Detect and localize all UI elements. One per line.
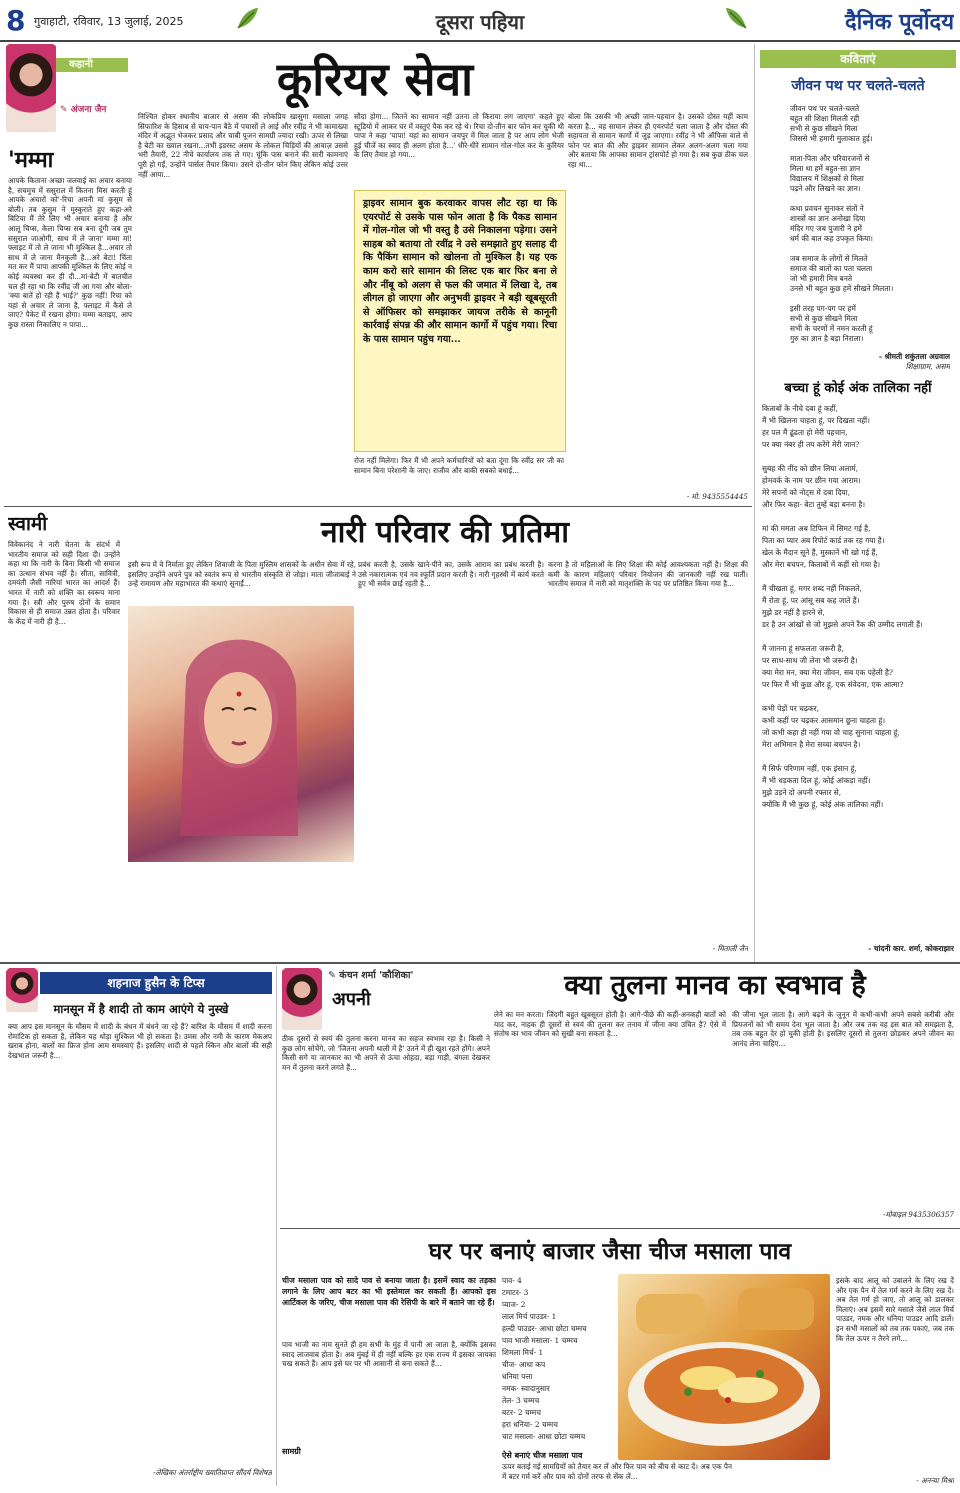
ingredients-list	[502, 1276, 614, 1448]
story-title: कूरियर सेवा	[276, 52, 474, 106]
text-line: जिससे भी हमारी मुलाकात हुई।	[790, 134, 873, 143]
text-line: और फिर कहा- बेटा तुम्हें बड़ा बनना है।	[762, 500, 866, 509]
text-line	[762, 632, 954, 644]
text-line: सभी से कुछ सीखने मिला	[790, 124, 858, 133]
pen-icon: ✎	[328, 970, 340, 981]
text-line: मुझे डर नहीं है हारने से,	[762, 608, 825, 617]
poem1-title: जीवन पथ पर चलते-चलते	[791, 78, 925, 94]
story-column-2: निश्चित होकर स्थानीय बाजार से असम की लोकप्रिय खासुगा मसाला जगह सिफारिश के हिसाब से चाय-पान बैठे में पचासों ले आई और रवींद्र ने भी कामाख्या मंदिर में अद्भुत भेजकर प्रसाद और चाबी पूजन सामग्री ज्यादा रखी। ऊपर से लिखा है बेटी का ख्याल रखना...तभी इडरस्ट असम के लोकल चिड़ियों की आवाज़ उससे भरी तैयारी, 22 नीचे कार्यालय तक ले गए। चूंकि पास बनाने की सारी कामनाएं पूरी हो गईं, उन्होंने पार्सल तैयार किया। उसने दो-तीन फोन किए लेकिन कोई उत्तर नहीं आया...	[138, 112, 348, 179]
text-line	[790, 294, 950, 304]
leaf-icon	[234, 4, 262, 32]
text-line	[762, 692, 954, 704]
poems-band: कविताएं	[760, 50, 956, 68]
recipe-intro: चीज मसाला पाव को सादे पाव से बनाया जाता है। इसमें स्वाद का तड़का लगाने के लिए आप बटर का भी इस्तेमाल कर सकती हैं। आपको इस आर्टिकल के जरिए, चीज मसाला पाव की रेसिपी के बारे में बताने जा रहे हैं।	[282, 1276, 496, 1307]
poem1-byline: - श्रीमती शकुंतला अग्रवाल	[878, 352, 950, 361]
author-photo	[6, 44, 56, 132]
story-column-1: आपके किताना अच्छा जलवाई का अचार बनाया है, सचमुच में ससुराल में कितना मिस करती हूं आपके अचारों को'-रिचा अपनी मां कुसुम से बोली। तब कुसुम ने मुस्कुराते हुए कहा-अरे बिटिया मैं तेरे लिए भी अचार बनाया है और आलू चिप्स, केला चिप्स सब बना दूंगी जब तुम ससुराल जाओगी, साथ में ले जाना' मम्मा मां! फ्लाइट में तो ले जाना भी मुश्किल है...अचार तो साथ में ले जाना मैनकुली है...अरे बेटा! चिंता मत कर मैं पापा आपकी मुश्किल के लिए कोई न कोई व्यवस्था कर ही दी...मां-बेटी में बातचीत चल ही रहा था कि रवींद्र जी आ गया और बोला-'क्या बातें हो रही हैं भाई?' कुछ नहीं! रिचा को यहां से अचार ले जाना है, फ्लाइट में कैसे ले जाए? पैकेट में रखना होगा। मम्मा बताइए, आप कुछ रास्ता निकालिए न पापा...	[8, 176, 132, 329]
text-line: टमाटर- 3	[502, 1288, 529, 1297]
text-line: बहुत सी शिक्षा मिलती रही	[790, 114, 860, 123]
text-line: किताबों के नीचे दबा हूं कहीं,	[762, 404, 838, 413]
section-divider	[4, 506, 752, 507]
text-line: हरा धनिया- 2 चम्मच	[502, 1420, 558, 1429]
page-number: 8	[6, 4, 26, 37]
text-line: जो कभी कहा ही नहीं गया वो चाह सुनाना चाहता हूं,	[762, 728, 900, 737]
text-line	[762, 452, 954, 464]
text-line: पर फिर मैं भी कुछ और हूं, एक संवेदना, एक आत्मा?	[762, 680, 904, 689]
text-line: पाव भाजी मसाला- 1 चम्मच	[502, 1336, 578, 1345]
method-head: ऐसे बनाएं चीज मसाला पाव	[502, 1450, 583, 1460]
text-line: कभी कहीं पर चढ़कर आसमान छूना चाहता हूं।	[762, 716, 886, 725]
text-line: मैं सिर्फ परिणाम नहीं, एक इंसान हूं,	[762, 764, 857, 773]
text-line: धर्म की बात कह उपकृत किया।	[790, 234, 873, 243]
text-line: मैं जानना हूं सफलता जरूरी है,	[762, 644, 844, 653]
brand-name: दैनिक पूर्वोदय	[844, 9, 954, 35]
pav-photo	[618, 1274, 830, 1460]
author-name-text: अंजना जैन	[70, 105, 107, 114]
story2-column-4: करना है तो महिलाओं के लिए शिक्षा की कोई आवश्यकता नहीं है। शिक्षा की कमी के कारण महिलाएं परिवार नियोजन की जानकारी नहीं रख पातीं। भारतीय समाज में नारी को मातृशक्ति के पद पर प्रतिष्ठित किया गया है...	[548, 560, 748, 589]
tips-title: मानसून में है शादी तो काम आएंगे ये नुस्खे	[53, 1002, 229, 1016]
dateline: गुवाहाटी, रविवार, 13 जुलाई, 2025	[34, 15, 184, 28]
woman-illustration	[128, 606, 354, 862]
text-line	[762, 512, 954, 524]
tips-band: शहनाज हुसैन के टिप्स	[40, 972, 272, 994]
text-line: मां की ममता अब टिफिन में सिमट गई है,	[762, 524, 871, 533]
apni-column-2: लेने का मन करता। जिंदगी बहुत खूबसूरत होती है। आगे-पीछे की कहीं-अनकही बातों को याद कर, नाहक ही दूसरों से स्वयं की तुलना कर तनाव में जीना क्या उचित है? ऐसे में संतोष का भाव जीवन को सुखी बना सकता है...	[494, 1010, 726, 1039]
poem2-body	[762, 404, 954, 944]
apni-author-photo	[282, 968, 322, 1030]
text-line: मैं रोता हूं, पर आंसू सब कह जाते हैं।	[762, 596, 860, 605]
apni-author-text: कंचन शर्मा 'कौशिका'	[339, 970, 414, 981]
lead-word: 'मम्मा	[8, 148, 54, 173]
text-line: प्याज- 2	[502, 1300, 526, 1309]
poem1-body	[790, 104, 950, 348]
text-line	[790, 144, 950, 154]
text-line: कथा प्रवचन सुनाकर संतों ने	[790, 204, 864, 213]
text-line: सभी के चरणों में नमन करती हूं	[790, 324, 873, 333]
story-column-1-top	[64, 146, 134, 176]
section-title: दूसरा पहिया	[435, 10, 525, 34]
text-line: मेरा अभिमान है मेरा सच्चा बचपन है।	[762, 740, 861, 749]
text-line: गुरु का ज्ञान है बड़ा निराला।	[790, 334, 864, 343]
story2-column-1-top	[64, 510, 122, 540]
text-line: हर पल मैं ढूंढता हो मेरी पहचान,	[762, 428, 848, 437]
recipe-title: घर पर बनाएं बाजार जैसा चीज मसाला पाव	[428, 1238, 792, 1265]
text-line: तेल- 3 चम्मच	[502, 1396, 540, 1405]
tips-body: क्या आप इस मानसून के मौसम में शादी के बंधन में बंधने जा रहे हैं? बारिश के मौसम में शादी करना रोमांटिक हो सकता है, लेकिन यह थोड़ा मुश्किल भी हो सकता है। उमस और नमी के कारण मेकअप खराब होना, बालों का फ्रिज होना आम समस्याएं हैं। इसलिए शादी से पहले स्किन और बालों की सही देखभाल जरूरी है...	[8, 1022, 272, 1060]
text-line: क्योंकि मैं भी कुछ हूं, कोई अंक तालिका नहीं।	[762, 800, 884, 809]
apni-author	[328, 968, 478, 982]
text-line	[790, 194, 950, 204]
story-tag: कहानी	[34, 58, 128, 72]
story-highlight-box: ड्राइवर सामान बुक करवाकर वापस लौट रहा था कि एयरपोर्ट से उसके पास फोन आता है कि पैकड सामान में गोल-गोल जो भी वस्तु है उसे निकालना पड़ेगा। उसने साहब को बताया तो रवींद्र ने उसे समझाते हुए सलाह दी कि पैकिंग सामान को खोलना तो मुश्किल है। यह एक काम करो सारे सामान की लिस्ट एक बार फिर बना ले और नींबू को अलग से फल की जमात में लिखा दे, तब लीगल हो जाएगा और अनुभवी ड्राइवर ने बड़ी खूबसूरती से ऑफिसर को समझाकर जायज तरीके से कानूनी कार्रवाई संपन्न की और सामान कार्गो में पहुंच गया। रिचा के पास सामान पहुंच गया...	[354, 190, 566, 452]
text-line: उनसे भी बहुत कुछ हमें सीखने मिलता।	[790, 284, 894, 293]
text-line: धनिया पत्ता	[502, 1372, 533, 1381]
recipe-body: पाव भाजी का नाम सुनते ही हम सभी के मुंह में पानी आ जाता है, क्योंकि इसका स्वाद लाजवाब होता है। अब मुंबई में ही नहीं बल्कि हर एक राज्य में इसका जायका चख सकते हैं। आप इसे घर पर भी आसानी से बना सकते हैं...	[282, 1340, 496, 1369]
text-line: जीवन पथ पर चलते-चलते	[790, 104, 860, 113]
story2-column-2-top: इसी रूप में वे निर्माता हुए लेकिन शिवाजी के पिता मुस्लिम शासकों के अधीन सेवा में रहे, इसलिए उन्होंने अपने पुत्र को स्वतंत्र रूप से भारतीय संस्कृति से जोड़ा। माता जीजाबाई ने उन्हें रामायण और महाभारत की कथाएं सुनाईं...	[128, 560, 356, 589]
poem2-title: बच्चा हूं कोई अंक तालिका नहीं	[784, 381, 932, 396]
poem-column-divider	[754, 44, 755, 962]
section-divider-2	[0, 962, 960, 964]
tips-byline: -लेखिका अंतर्राष्ट्रीय ख्यातिप्राप्त सौंदर्य विशेषज्ञ	[153, 1468, 272, 1477]
story2-column-1: विवेकानंद ने नारी चेतना के संदर्भ में भारतीय समाज को सही दिशा दी। उन्होंने कहा था कि नारी के बिना किसी भी समाज का उत्थान संभव नहीं है। सीता, सावित्री, दमयंती जैसी नारियां भारत का आदर्श हैं। भारत में नारी को शक्ति का स्वरूप माना गया है। स्त्री और पुरुष दोनों के समान विकास से ही समाज उन्नत होता है। परिवार के केंद्र में नारी ही है...	[8, 540, 120, 626]
text-line: पाव- 4	[502, 1276, 522, 1285]
text-line: मिला था हमें बहुत-सा ज्ञान	[790, 164, 861, 173]
recipe-column-3: इसके बाद आलू को उबालने के लिए रख दें और एक पैन में तेल गर्म करने के लिए रख दें। अब तेल गर्म हो जाए, तो आलू को डालकर मिलाएं। अब इसमें सारे मसाले जैसे लाल मिर्च पाउडर, नमक और धनिया पाउडर आदि डालें। इन सभी मसालों को तब तक पकाएं, जब तक कि तेल ऊपर न तैरने लगे...	[836, 1276, 954, 1343]
text-line: शास्त्रों का ज्ञान अनोखा दिया	[790, 214, 866, 223]
text-line: चीज- आधा कप	[502, 1360, 546, 1369]
text-line: खेल के मैदान सूने हैं, मुस्कानें भी खो गई हैं,	[762, 548, 878, 557]
apni-column-3: की जीना भूल जाता है। आगे बढ़ने के जुनून में कभी-कभी अपने सबसे करीबी और प्रियजनों को भी समय देना भूल जाता है। और जब तक वह इस बात को समझता है, तब तक बहुत देर हो चुकी होती है। इसलिए दूसरों से तुलना छोड़कर अपने जीवन का आनंद लेना चाहिए...	[732, 1010, 954, 1048]
recipe-byline: - अनन्या मिश्रा	[916, 1476, 954, 1485]
apni-title: क्या तुलना मानव का स्वभाव है	[564, 970, 866, 1001]
text-line: क्या मेरा मन, क्या मेरा जीवन, सब एक पहेली है?	[762, 668, 893, 677]
text-line: जो भी हमारी मित्र बनते	[790, 274, 853, 283]
story2-byline: - मिताली जैन	[712, 944, 748, 953]
text-line: मुझे उड़ने दो अपनी रफ्तार से,	[762, 788, 842, 797]
header-divider	[0, 40, 960, 42]
text-line: समाज की बातों का पता चलता	[790, 264, 873, 273]
text-line	[762, 572, 954, 584]
text-line: पढ़ने और लिखने का ज्ञान।	[790, 184, 861, 193]
story-column-4: बोला कि उसकी भी अच्छी जान-पहचान है। उसको दोस्त यहीं काम करता है... वह सामान लेकर ही एयरपोर्ट चला जाता है और दोस्त की सहायता से सामान कार्गो में जुड़ जाएगा। रवींद्र ने भी ऑफिस वाले से फोन पर बात की और ड्राइवर सामान लेकर अलग-अलग चला गया और बताया कि आपका सामान ट्रांसपोर्ट हो गया है। सब कुछ ठीक चल रहा था...	[568, 112, 748, 169]
text-line: हल्दी पाउडर- आधा छोटा चम्मच	[502, 1324, 587, 1333]
story-byline: - मो. 9435554445	[686, 492, 748, 501]
text-line: मैं चीखता हूं, मगर शब्द नहीं निकलते,	[762, 584, 862, 593]
story2-column-2	[128, 866, 354, 958]
apni-tag: अपनी	[332, 989, 371, 1010]
text-line: लाल मिर्च पाउडर- 1	[502, 1312, 557, 1321]
text-line: पिता का प्यार अब रिपोर्ट कार्ड तक रह गया है।	[762, 536, 885, 545]
text-line: इसी तरह पग-पग पर हमें	[790, 304, 856, 313]
text-line: पर साथ-साथ जी लेना भी जरूरी है।	[762, 656, 858, 665]
story2-tag: स्वामी	[8, 513, 48, 535]
text-line: नमक- स्वादानुसार	[502, 1384, 550, 1393]
text-line: चाट मसाला- आधा छोटा चम्मच	[502, 1432, 586, 1441]
story2-title: नारी परिवार की प्रतिमा	[320, 515, 570, 550]
story-column-3-bottom: रोज नहीं मिलेगा। फिर मैं भी अपने कर्मचारियों को बता दूंगा कि रवींद्र सर जी का सामान बिना परेशानी के जाए। राजीव और बाकी सबको बधाई...	[354, 456, 564, 475]
poem2-byline: - चांदनी कार. शर्मा, कोकराझार	[868, 944, 954, 953]
author-name	[60, 102, 128, 114]
apni-byline: -मोबाइल 9435306357	[883, 1210, 954, 1219]
story2-column-3: प्रबंध करती है, उसके खाने-पीने का, उसके आराम का प्रबंध करती है। उसे नकारात्मक एवं नव स्फूर्ति प्रदान करती है। नारी गृहस्थी में कार्य करते हुए भी सर्वत्र छाई रहती है...	[358, 560, 544, 589]
text-line: बटर- 2 चम्मच	[502, 1408, 541, 1417]
tips-column-divider	[276, 966, 277, 1486]
text-line: डर है उन आंखों से जो मुझसे अपने रैंक की उम्मीद लगाती हैं।	[762, 620, 923, 629]
ingredients-head: सामग्री	[282, 1446, 301, 1456]
text-line: मंदिर गए जब पुजारी ने हमें	[790, 224, 862, 233]
text-line: शिमला मिर्च- 1	[502, 1348, 544, 1357]
story-column-3: सौदा होगा... जितने का सामान नहीं उतना तो किराया लग जाएगा' कहते हुए स्टूडियो में आकर घर में वस्तुएं पैक कर रहे थे। रिचा दो-तीन बार फोन कर चुकी थी पापा ने कहा 'पापा! यहां का सामान जयपुर में मिल जाता है पर आप लोग भेजी हुई चीजें का स्वाद ही अलग होता है...' धीरे-धीरे सामान गोल-गोल कर के कुरियर के लिए तैयार हो गया...	[354, 112, 564, 160]
poem1-place: शिक्षाग्राम, असम	[905, 362, 950, 371]
pen-icon: ✎	[60, 105, 71, 114]
section-divider-3	[280, 1228, 960, 1229]
text-line: और मेरा बचपन, किताबों में कहीं सो गया है।	[762, 560, 881, 569]
recipe-method: ऊपर बताई गई सामग्रियों को तैयार कर लें और फिर पाव को बीच से काट दें। अब एक पैन में बटर गर्म करें और पाव को दोनों तरफ से सेंक लें...	[502, 1462, 732, 1481]
story-author-block	[4, 44, 128, 140]
text-line	[762, 752, 954, 764]
text-line: मैं भी धड़कता दिल हूं, कोई आंकड़ा नहीं।	[762, 776, 871, 785]
text-line: मेरे सपनों को नोट्स में दबा दिया,	[762, 488, 850, 497]
text-line: मैं भी खिलना चाहता हूं, पर दिखता नहीं।	[762, 416, 870, 425]
text-line: माता-पिता और परिवारजनों से	[790, 154, 870, 163]
text-line: विद्यालय में शिक्षकों से मिला	[790, 174, 864, 183]
text-line: कभी पेड़ों पर चढ़कर,	[762, 704, 820, 713]
text-line: सुबह की नींद को छीन लिया अलार्म,	[762, 464, 859, 473]
text-line	[790, 244, 950, 254]
text-line: सभी से कुछ सीखने मिला	[790, 314, 858, 323]
text-line: पर क्या नंबर ही तय करेंगे मेरी जान?	[762, 440, 860, 449]
text-line: जब समाज के लोगों से मिलते	[790, 254, 868, 263]
apni-column-1: ठीक दूसरों से स्वयं की तुलना करना मानव का सहज स्वभाव रहा है। किसी ने कुछ लोग सोचेंगे, जो 'जितना अपनी थाली में है' उतने में ही खुश रहते होंगे। अपने किसी सगे या जानकार का भी अपने से ऊंचा ओहदा, बड़ा गाड़ी, बंगला देखकर मन में तुलना करने लगते हैं...	[282, 1034, 490, 1072]
text-line: होमवर्क के नाम पर छीन गया आराम।	[762, 476, 861, 485]
